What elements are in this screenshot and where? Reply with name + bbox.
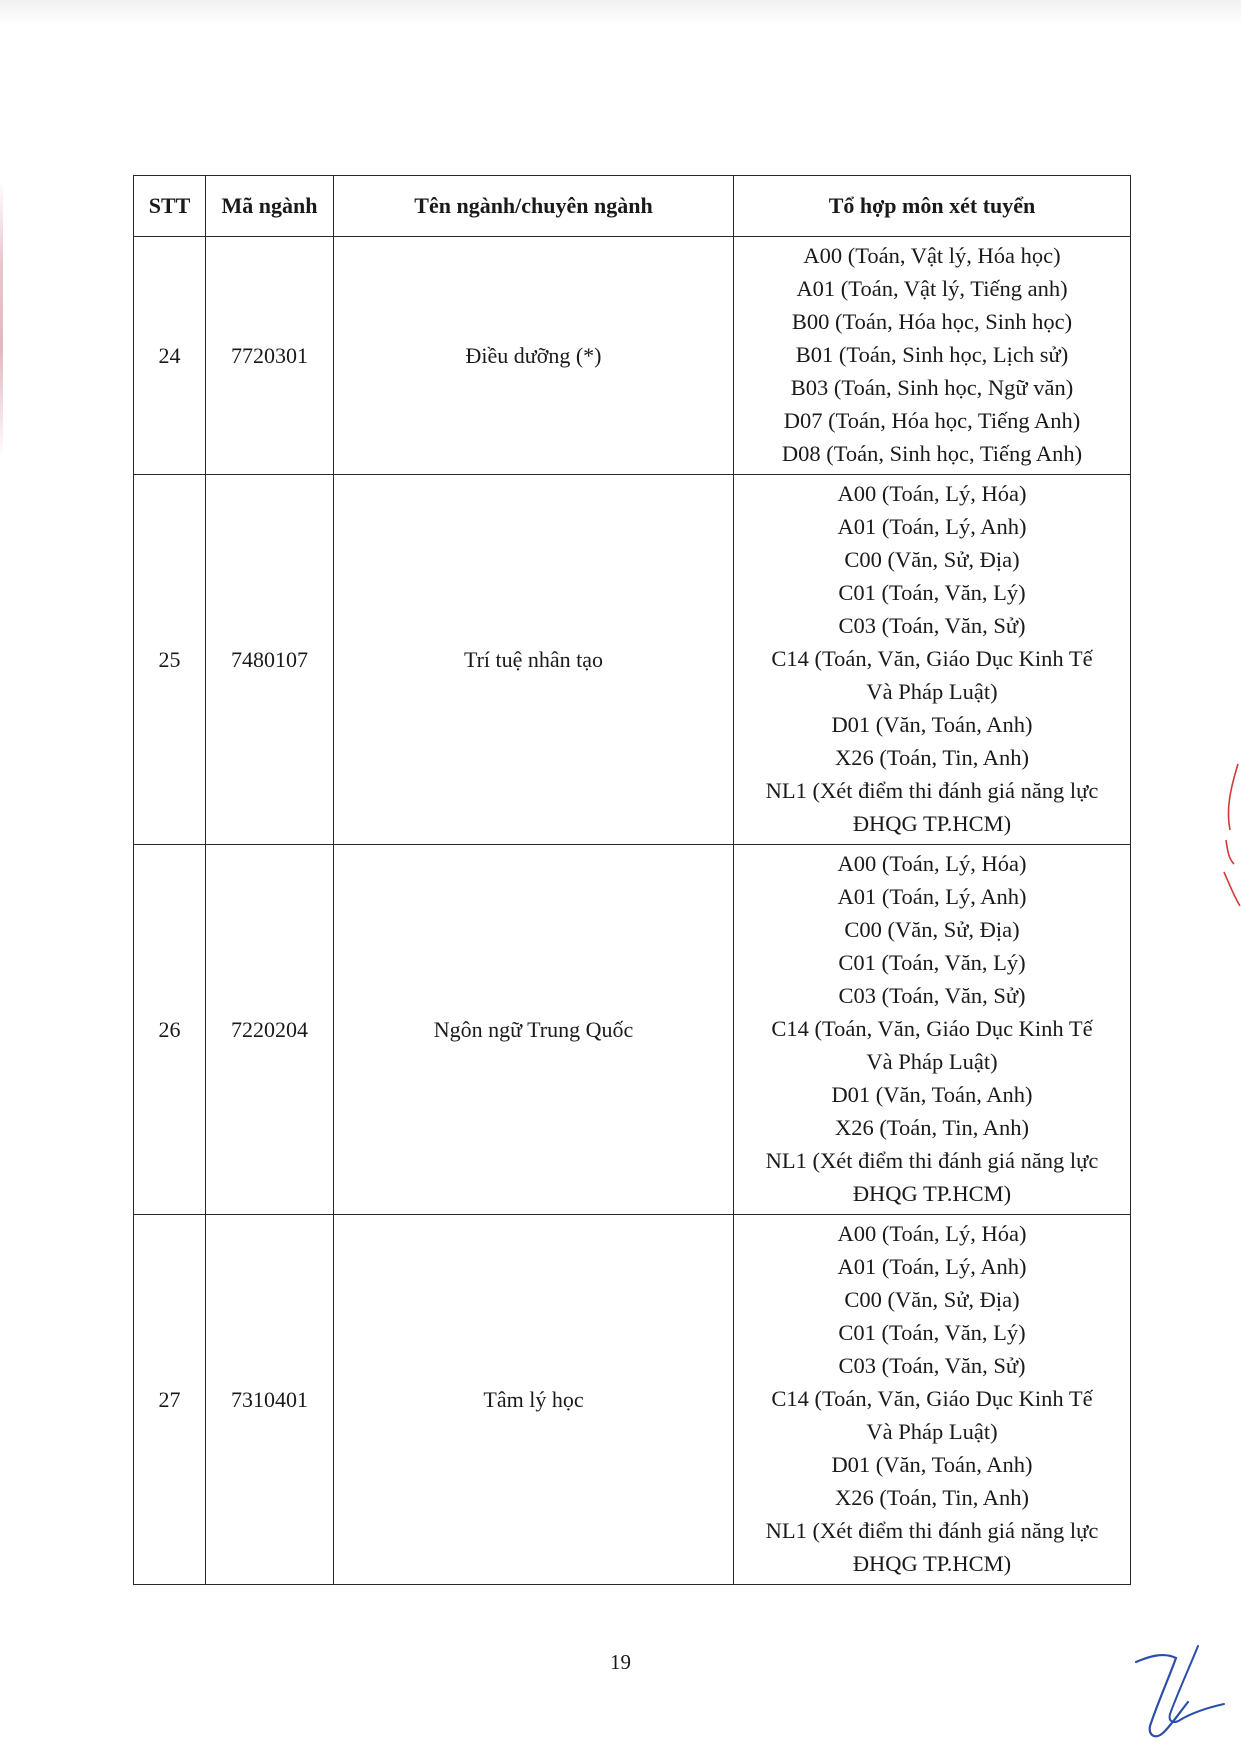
row-subject-combos: [734, 1215, 1131, 1585]
combo-line: A01 (Toán, Lý, Anh): [837, 514, 1027, 539]
table-row: [134, 1215, 1131, 1585]
table-body: [134, 237, 1131, 1585]
combo-line: B00 (Toán, Hóa học, Sinh học): [791, 309, 1073, 334]
combo-line: Và Pháp Luật): [866, 1419, 998, 1444]
row-major-name: Điều dưỡng (*): [334, 237, 734, 475]
header-combos: Tổ hợp môn xét tuyển: [734, 176, 1131, 237]
combo-line: Và Pháp Luật): [866, 1049, 998, 1074]
combo-line: C03 (Toán, Văn, Sử): [838, 983, 1026, 1008]
row-major-code: 7720301: [206, 237, 334, 475]
row-major-code: 7310401: [206, 1215, 334, 1585]
page-top-shadow: [0, 0, 1241, 26]
combo-line: Và Pháp Luật): [866, 679, 998, 704]
header-name: Tên ngành/chuyên ngành: [334, 176, 734, 237]
combo-line: ĐHQG TP.HCM): [852, 1181, 1012, 1206]
combo-line: A01 (Toán, Lý, Anh): [837, 884, 1027, 909]
combo-line: C00 (Văn, Sử, Địa): [844, 1287, 1020, 1312]
combo-line: A00 (Toán, Lý, Hóa): [837, 851, 1027, 876]
combo-line: X26 (Toán, Tin, Anh): [834, 1115, 1030, 1140]
combo-line: X26 (Toán, Tin, Anh): [834, 745, 1030, 770]
page-number: 19: [610, 1650, 631, 1674]
combo-line: NL1 (Xét điểm thi đánh giá năng lực: [765, 1148, 1099, 1173]
combo-line: C03 (Toán, Văn, Sử): [838, 613, 1026, 638]
combo-line: D01 (Văn, Toán, Anh): [831, 712, 1033, 737]
combo-line: D01 (Văn, Toán, Anh): [831, 1082, 1033, 1107]
admission-table: [133, 175, 1131, 1585]
combo-line: D01 (Văn, Toán, Anh): [831, 1452, 1033, 1477]
row-subject-combos: [734, 237, 1131, 475]
combo-line: X26 (Toán, Tin, Anh): [834, 1485, 1030, 1510]
row-major-name: Ngôn ngữ Trung Quốc: [334, 845, 734, 1215]
combo-line: C14 (Toán, Văn, Giáo Dục Kinh Tế: [771, 1386, 1093, 1411]
scan-edge-mark: [0, 180, 3, 460]
row-subject-combos: [734, 475, 1131, 845]
row-major-name: Trí tuệ nhân tạo: [334, 475, 734, 845]
combo-line: A01 (Toán, Lý, Anh): [837, 1254, 1027, 1279]
combo-line: B01 (Toán, Sinh học, Lịch sử): [795, 342, 1069, 367]
stamp-edge-mark: [1220, 760, 1241, 910]
combo-line: C00 (Văn, Sử, Địa): [844, 917, 1020, 942]
combo-line: NL1 (Xét điểm thi đánh giá năng lực: [765, 778, 1099, 803]
combo-line: C00 (Văn, Sử, Địa): [844, 547, 1020, 572]
combo-line: D08 (Toán, Sinh học, Tiếng Anh): [781, 441, 1083, 466]
table-row: [134, 475, 1131, 845]
signature-mark: [1128, 1640, 1228, 1750]
row-stt: 24: [134, 237, 206, 475]
row-major-code: 7220204: [206, 845, 334, 1215]
combo-line: ĐHQG TP.HCM): [852, 811, 1012, 836]
header-code: Mã ngành: [206, 176, 334, 237]
row-major-code: 7480107: [206, 475, 334, 845]
row-subject-combos: [734, 845, 1131, 1215]
table-row: [134, 237, 1131, 475]
combo-line: C01 (Toán, Văn, Lý): [838, 580, 1026, 605]
row-major-name: Tâm lý học: [334, 1215, 734, 1585]
combo-line: C01 (Toán, Văn, Lý): [838, 1320, 1026, 1345]
header-stt: STT: [134, 176, 206, 237]
combo-line: A00 (Toán, Vật lý, Hóa học): [803, 243, 1061, 268]
combo-line: D07 (Toán, Hóa học, Tiếng Anh): [783, 408, 1081, 433]
combo-line: A01 (Toán, Vật lý, Tiếng anh): [796, 276, 1068, 301]
row-stt: 27: [134, 1215, 206, 1585]
combo-line: C01 (Toán, Văn, Lý): [838, 950, 1026, 975]
combo-line: NL1 (Xét điểm thi đánh giá năng lực: [765, 1518, 1099, 1543]
combo-line: B03 (Toán, Sinh học, Ngữ văn): [790, 375, 1074, 400]
combo-line: A00 (Toán, Lý, Hóa): [837, 1221, 1027, 1246]
combo-line: ĐHQG TP.HCM): [852, 1551, 1012, 1576]
combo-line: C14 (Toán, Văn, Giáo Dục Kinh Tế: [771, 646, 1093, 671]
combo-line: A00 (Toán, Lý, Hóa): [837, 481, 1027, 506]
combo-line: C03 (Toán, Văn, Sử): [838, 1353, 1026, 1378]
table-header-row: [134, 176, 1131, 237]
table-row: [134, 845, 1131, 1215]
row-stt: 26: [134, 845, 206, 1215]
row-stt: 25: [134, 475, 206, 845]
combo-line: C14 (Toán, Văn, Giáo Dục Kinh Tế: [771, 1016, 1093, 1041]
